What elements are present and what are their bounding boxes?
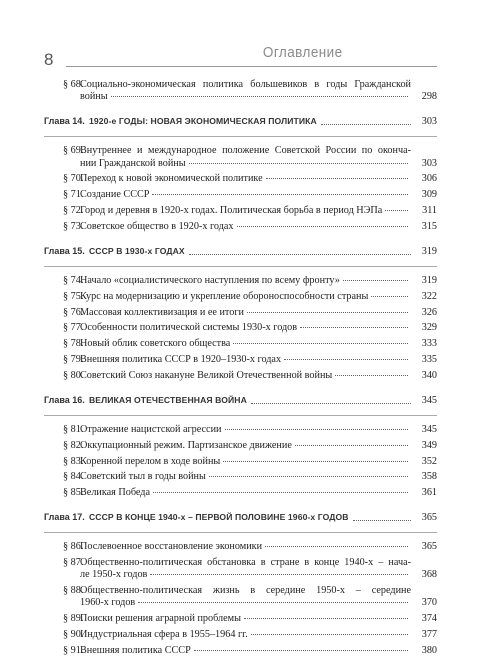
page-ref: 309 (421, 189, 437, 201)
entry-title-line: Внутреннее и международное положение Советской России по оконча- (80, 145, 411, 157)
page-ref: 377 (421, 628, 437, 640)
page-ref: 333 (421, 338, 437, 350)
entry-title: Внешняя политика СССР в 1920–1930-х годах (80, 353, 282, 365)
section-number: § 82. (63, 439, 84, 451)
entry-title: Отражение нацистской агрессии (80, 423, 222, 435)
dot-leader (189, 254, 411, 255)
chapter-page-ref: 303 (421, 116, 437, 128)
page-ref: 340 (421, 369, 437, 381)
dot-leader (233, 343, 408, 344)
chapter-rule (44, 136, 437, 137)
toc-entry[interactable] (44, 189, 437, 201)
entry-title: Оккупационный режим. Партизанское движение (80, 439, 292, 451)
toc-entry[interactable] (44, 456, 437, 468)
entry-title: ле 1950-х годов (80, 569, 148, 581)
dot-leader (284, 359, 408, 360)
chapter-heading[interactable] (44, 512, 437, 526)
entry-title: Советское общество в 1920-х годах (80, 220, 234, 232)
page-ref: 368 (421, 569, 437, 581)
toc-entry[interactable] (44, 291, 437, 303)
section-number: § 75. (63, 290, 84, 302)
entry-title: Создание СССР (80, 189, 150, 201)
section-number: § 73. (63, 220, 84, 232)
toc-entry[interactable] (44, 370, 437, 382)
page-ref: 374 (421, 613, 437, 625)
page-header (44, 44, 437, 72)
entry-title: Послевоенное восстановление экономики (80, 541, 263, 553)
toc-entry[interactable] (44, 307, 437, 319)
header-rule (66, 66, 437, 67)
dot-leader (251, 634, 408, 635)
entry-title: Массовая коллективизация и ее итоги (80, 306, 244, 318)
toc-entry[interactable] (44, 645, 437, 657)
page-ref: 361 (421, 487, 437, 499)
dot-leader (189, 163, 408, 164)
entry-title: Коренной перелом в ходе войны (80, 455, 221, 467)
entry-title: Город и деревня в 1920-х годах. Политическая борьба в период НЭПа (80, 205, 383, 216)
section-number: § 85. (63, 487, 84, 499)
page-ref: 358 (421, 471, 437, 483)
page-number: 8 (44, 50, 54, 69)
dot-leader (209, 476, 408, 477)
toc-entry[interactable] (44, 629, 437, 641)
dot-leader (244, 618, 408, 619)
section-number: § 81. (63, 423, 84, 435)
page-ref: 319 (421, 275, 437, 286)
toc-entry[interactable] (44, 471, 437, 483)
toc-entry[interactable] (44, 541, 437, 553)
toc-entry[interactable] (44, 424, 437, 436)
section-number: § 86. (63, 541, 84, 553)
table-of-contents (44, 79, 437, 661)
toc-entry[interactable] (44, 613, 437, 625)
toc-entry[interactable] (44, 557, 437, 581)
section-number: § 69. (63, 145, 84, 157)
chapter-heading[interactable] (44, 246, 437, 260)
chapter-heading[interactable] (44, 395, 437, 409)
toc-entry[interactable] (44, 338, 437, 350)
section-number: § 68. (63, 79, 84, 90)
chapter-rule (44, 532, 437, 533)
chapter-page-ref: 365 (421, 512, 437, 524)
entry-title: Начало «социалистического наступления по всему фронту» (80, 275, 340, 286)
dot-leader (247, 312, 408, 313)
dot-leader (353, 520, 411, 521)
dot-leader (321, 124, 411, 125)
dot-leader (266, 178, 408, 179)
section-number: § 78. (63, 338, 84, 350)
dot-leader (237, 226, 408, 227)
page-ref: 380 (421, 644, 437, 656)
section-number: § 89. (63, 613, 84, 625)
page-ref: 311 (422, 205, 437, 216)
dot-leader (335, 375, 408, 376)
page-ref: 365 (421, 541, 437, 553)
dot-leader (300, 327, 408, 328)
section-number: § 71. (63, 189, 84, 201)
entry-title: Великая Победа (80, 487, 150, 499)
dot-leader (343, 280, 408, 281)
dot-leader (251, 403, 411, 404)
entry-title: Советский Союз накануне Великой Отечественной войны (80, 369, 333, 381)
page-ref: 352 (421, 455, 437, 467)
toc-entry[interactable] (44, 221, 437, 233)
chapter-label: Глава 17. (44, 512, 85, 523)
toc-entry[interactable] (44, 322, 437, 334)
entry-title: 1960-х годов (80, 597, 136, 609)
page-ref: 315 (421, 220, 437, 232)
chapter-title: ВЕЛИКАЯ ОТЕЧЕСТВЕННАЯ ВОЙНА (89, 394, 247, 405)
dot-leader (111, 96, 408, 97)
page-ref: 345 (421, 423, 437, 435)
section-number: § 87. (63, 557, 84, 569)
section-number: § 76. (63, 306, 84, 318)
page-ref: 326 (421, 306, 437, 318)
entry-title-line: Социально-экономическая политика большевиков в годы Гражданской (80, 79, 411, 90)
entry-title: войны (80, 91, 108, 103)
entry-title: нии Гражданской войны (80, 157, 186, 169)
section-number: § 90. (63, 628, 84, 640)
chapter-title: СССР В 1930-х ГОДАХ (89, 246, 185, 256)
dot-leader (225, 429, 409, 430)
toc-entry[interactable] (44, 487, 437, 499)
page-ref: 349 (421, 439, 437, 451)
dot-leader (153, 492, 408, 493)
dot-leader (371, 296, 408, 297)
chapter-title: 1920-е ГОДЫ: НОВАЯ ЭКОНОМИЧЕСКАЯ ПОЛИТИКА (89, 116, 317, 127)
entry-title: Индустриальная сфера в 1955–1964 гг. (80, 628, 248, 640)
entry-title: Внешняя политика СССР (80, 644, 191, 656)
chapter-rule (44, 266, 437, 267)
page-ref: 329 (421, 322, 437, 334)
chapter-label: Глава 14. (44, 116, 85, 127)
section-number: § 80. (63, 369, 84, 381)
chapter-heading[interactable] (44, 116, 437, 130)
dot-leader (152, 194, 408, 195)
section-number: § 79. (63, 353, 84, 365)
entry-title: Поиски решения аграрной проблемы (80, 613, 241, 625)
page-ref: 335 (421, 353, 437, 365)
dot-leader (385, 210, 408, 211)
entry-title: Новый облик советского общества (80, 338, 231, 350)
dot-leader (223, 461, 408, 462)
section-number: § 70. (63, 173, 84, 185)
chapter-label: Глава 15. (44, 246, 85, 256)
page-ref: 298 (421, 91, 437, 103)
chapter-rule (44, 415, 437, 416)
entry-title: Особенности политической системы 1930-х годов (80, 322, 298, 334)
entry-title: Курс на модернизацию и укрепление обороноспособности страны (80, 290, 369, 302)
toc-entry[interactable] (44, 145, 437, 169)
dot-leader (295, 445, 408, 446)
chapter-page-ref: 345 (421, 394, 437, 406)
section-number: § 91. (63, 644, 84, 656)
section-number: § 72. (63, 205, 84, 216)
chapter-label: Глава 16. (44, 394, 85, 405)
entry-title-line: Общественно-политическая обстановка в стране в конце 1940-х – нача- (80, 557, 411, 569)
dot-leader (150, 574, 408, 575)
toc-entry[interactable] (44, 79, 437, 103)
section-number: § 84. (63, 471, 84, 483)
toc-entry[interactable] (44, 275, 437, 287)
chapter-title: СССР В КОНЦЕ 1940-х – ПЕРВОЙ ПОЛОВИНЕ 1960-х ГОДОВ (89, 512, 349, 523)
toc-entry[interactable] (44, 205, 437, 217)
entry-title: Советский тыл в годы войны (80, 471, 206, 483)
page-ref: 370 (421, 597, 437, 609)
toc-entry[interactable] (44, 354, 437, 366)
chapter-page-ref: 319 (421, 246, 437, 257)
entry-title: Переход к новой экономической политике (80, 173, 263, 185)
entry-title-line: Общественно-политическая жизнь в середине 1950-х – середине (80, 585, 411, 597)
toc-entry[interactable] (44, 585, 437, 609)
section-number: § 74. (63, 275, 84, 286)
dot-leader (138, 602, 408, 603)
dot-leader (265, 546, 408, 547)
page-ref: 306 (421, 173, 437, 185)
section-number: § 83. (63, 455, 84, 467)
toc-entry[interactable] (44, 440, 437, 452)
toc-entry[interactable] (44, 173, 437, 185)
running-title: Оглавление (263, 44, 343, 61)
section-number: § 88. (63, 585, 84, 597)
section-number: § 77. (63, 322, 84, 334)
page-ref: 303 (421, 157, 437, 169)
page-ref: 322 (421, 290, 437, 302)
